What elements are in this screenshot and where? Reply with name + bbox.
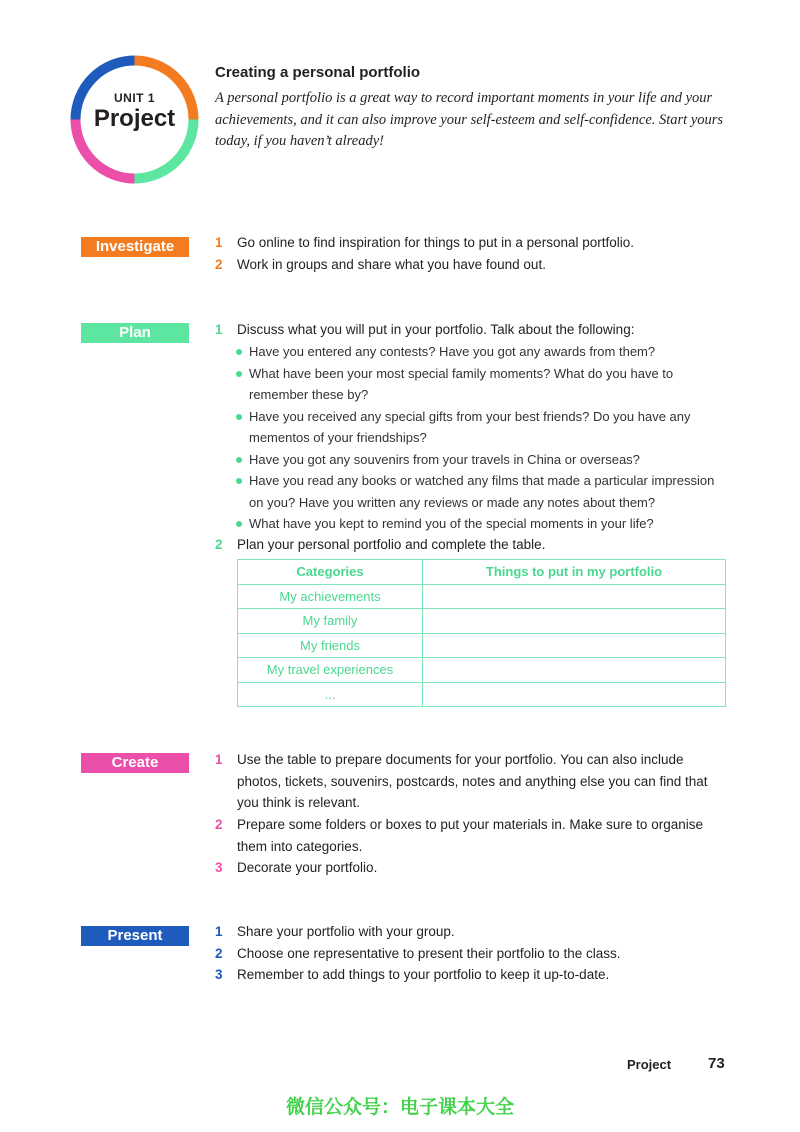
table-cell-category: My friends	[238, 633, 423, 658]
item-text: Prepare some folders or boxes to put your materials in. Make sure to organise them into categories.	[237, 817, 703, 854]
item-text: Decorate your portfolio.	[237, 860, 378, 875]
table-cell-entry[interactable]	[423, 682, 726, 707]
bullet-text: Have you read any books or watched any films that made a particular impression on you? Have you written any reviews or made any notes about them?	[249, 473, 715, 510]
table-cell-category: My travel experiences	[238, 658, 423, 683]
table-row	[238, 682, 726, 707]
item-number: 2	[215, 537, 223, 552]
bullet-dot-icon	[236, 349, 242, 355]
item-number: 2	[215, 946, 223, 961]
bullet-dot-icon	[236, 457, 242, 463]
bullet-text: What have been your most special family moments? What do you have to remember these by?	[249, 365, 674, 402]
table-header-row	[238, 560, 726, 585]
item-text: Plan your personal portfolio and complete the table.	[237, 537, 546, 552]
table-row	[238, 584, 726, 609]
table-cell-category: My family	[238, 609, 423, 634]
item-text: Use the table to prepare documents for your portfolio. You can also include photos, tickets, souvenirs, postcards, notes and anything else you can find that you think is relevant.	[237, 752, 708, 810]
present-item-3	[215, 964, 729, 986]
item-number: 1	[215, 235, 223, 250]
item-text: Go online to find inspiration for things to put in a personal portfolio.	[237, 235, 634, 250]
item-text: Share your portfolio with your group.	[237, 924, 455, 939]
item-text: Remember to add things to your portfolio to keep it up-to-date.	[237, 967, 610, 982]
list-item	[233, 470, 723, 513]
list-item	[233, 513, 723, 535]
plan-item-1	[215, 319, 729, 341]
bullet-dot-icon	[236, 521, 242, 527]
bullet-text: Have you entered any contests? Have you got any awards from them?	[249, 344, 656, 359]
table-cell-entry[interactable]	[423, 633, 726, 658]
section-label-plan: Plan	[81, 323, 189, 343]
section-label-investigate: Investigate	[81, 237, 189, 257]
item-number: 1	[215, 752, 223, 767]
bullet-dot-icon	[236, 414, 242, 420]
present-item-2	[215, 943, 729, 965]
table-cell-entry[interactable]	[423, 609, 726, 634]
item-text: Work in groups and share what you have found out.	[237, 257, 546, 272]
page-number: 73	[708, 1055, 725, 1072]
section-label-create: Create	[81, 753, 189, 773]
investigate-item-1	[215, 232, 729, 254]
investigate-item-2	[215, 254, 729, 276]
list-item	[233, 341, 723, 363]
item-text: Discuss what you will put in your portfolio. Talk about the following:	[237, 322, 635, 337]
page-title: Creating a personal portfolio	[215, 64, 421, 81]
table-row	[238, 609, 726, 634]
bullet-dot-icon	[236, 371, 242, 377]
table-cell-category: ...	[238, 682, 423, 707]
item-number: 3	[215, 967, 223, 982]
create-item-1	[215, 749, 729, 814]
wechat-watermark: 微信公众号：电子课本大全	[285, 1097, 514, 1118]
table-cell-entry[interactable]	[423, 584, 726, 609]
item-text: Choose one representative to present their portfolio to the class.	[237, 946, 621, 961]
badge-project-label: Project	[93, 105, 176, 132]
item-number: 1	[215, 924, 223, 939]
plan-bullet-list	[233, 341, 723, 535]
item-number: 2	[215, 817, 223, 832]
table-header-categories: Categories	[238, 560, 423, 585]
bullet-dot-icon	[236, 478, 242, 484]
bullet-text: What have you kept to remind you of the special moments in your life?	[249, 516, 654, 531]
footer-section-label: Project	[627, 1057, 672, 1072]
table-row	[238, 658, 726, 683]
table-row	[238, 633, 726, 658]
table-cell-category: My achievements	[238, 584, 423, 609]
list-item	[233, 449, 723, 471]
unit-badge	[70, 55, 199, 184]
plan-item-2	[215, 534, 729, 556]
item-number: 2	[215, 257, 223, 272]
create-item-3	[215, 857, 729, 879]
table-cell-entry[interactable]	[423, 658, 726, 683]
bullet-text: Have you got any souvenirs from your travels in China or overseas?	[249, 451, 640, 467]
present-item-1	[215, 921, 729, 943]
section-label-present: Present	[81, 926, 189, 946]
table-header-things: Things to put in my portfolio	[423, 560, 726, 585]
list-item	[233, 363, 723, 406]
create-item-2	[215, 814, 729, 857]
list-item	[233, 406, 723, 449]
intro-paragraph: A personal portfolio is a great way to record important moments in your life and your achievements, and it can also improve your self-esteem and self-confidence. Start yours today, if you haven’t already!	[215, 90, 724, 149]
item-number: 3	[215, 860, 223, 875]
bullet-text: Have you received any special gifts from your best friends? Do you have any mementos of your friendships?	[249, 408, 691, 445]
portfolio-plan-table	[237, 559, 726, 707]
item-number: 1	[215, 322, 223, 337]
badge-unit-label: UNIT 1	[113, 91, 155, 105]
